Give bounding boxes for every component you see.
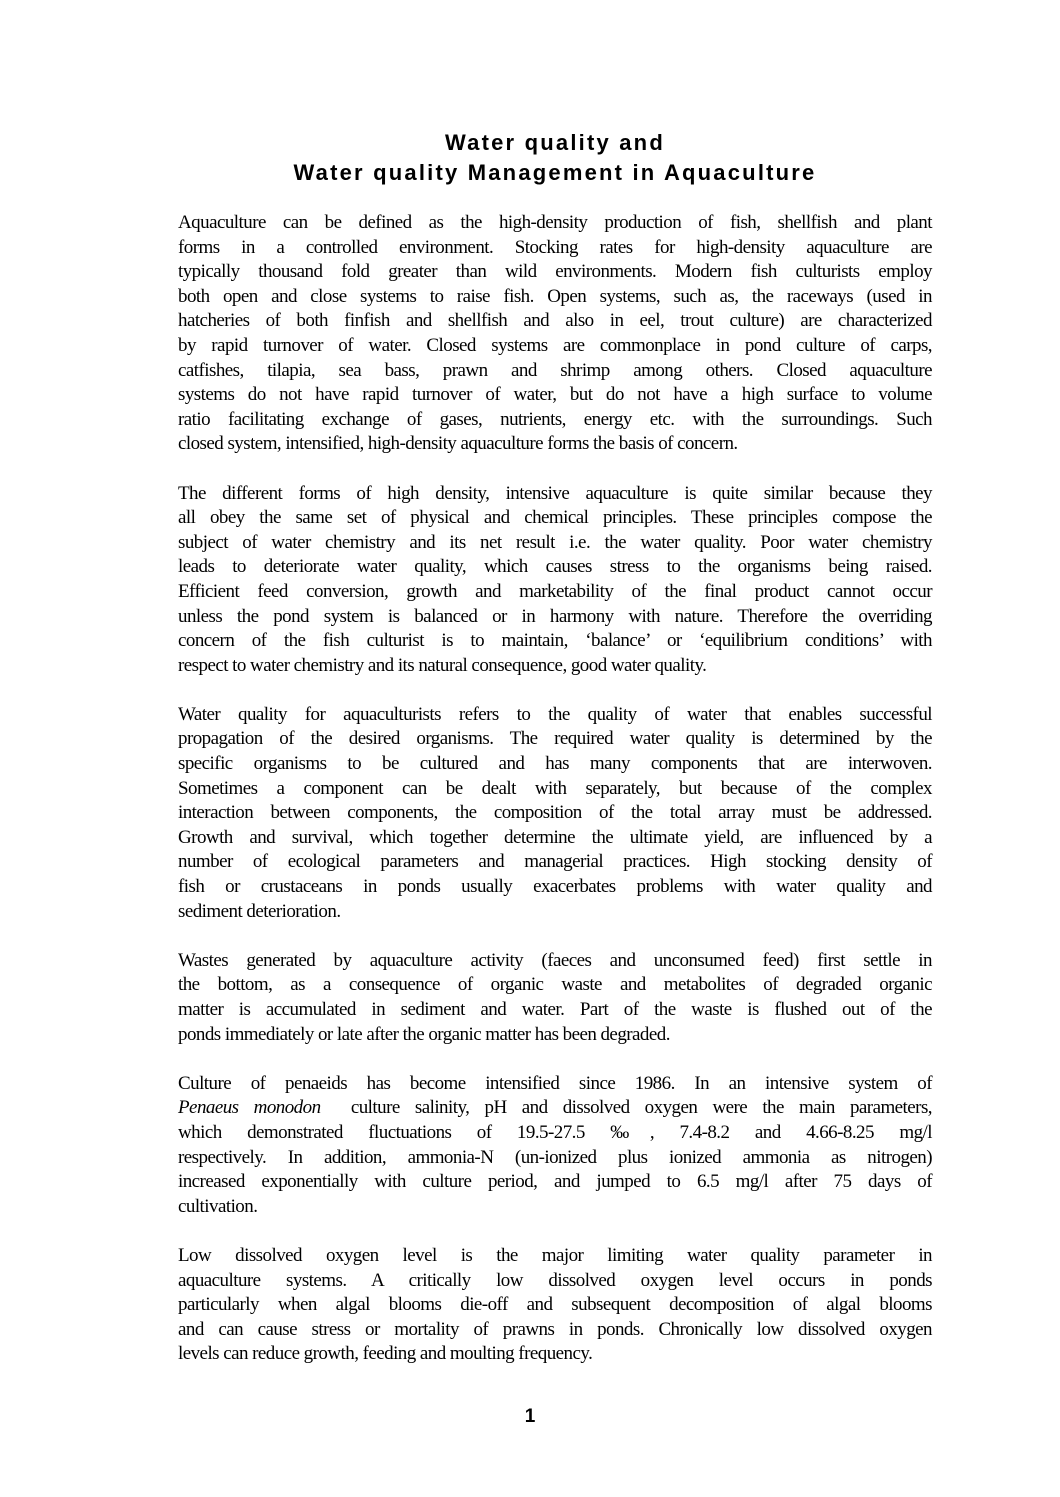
- text-line: ratio facilitating exchange of gases, nutrients, energy etc. with the surroundings. Such: [178, 408, 932, 430]
- text-line: Water quality for aquaculturists refers to the quality of water that enables successful: [178, 703, 932, 725]
- text-line: Wastes generated by aquaculture activity (faeces and unconsumed feed) first settle in: [178, 949, 932, 971]
- text-line: Growth and survival, which together determine the ultimate yield, are influenced by a: [178, 826, 932, 848]
- text-line: Low dissolved oxygen level is the major limiting water quality parameter in: [178, 1244, 932, 1266]
- text-line: systems do not have rapid turnover of water, but do not have a high surface to volume: [178, 384, 932, 406]
- text-line: unless the pond system is balanced or in harmony with nature. Therefore the overriding: [178, 605, 932, 627]
- paragraph-dissolved-oxygen: [178, 1244, 932, 1367]
- text-line: sediment deterioration.: [178, 900, 341, 922]
- paragraph-penaeids-culture: [178, 1072, 932, 1220]
- text-line: Aquaculture can be defined as the high-density production of fish, shellfish and plant: [178, 212, 932, 233]
- text-line: Culture of penaeids has become intensified since 1986. In an intensive system of: [178, 1072, 932, 1094]
- text-line: respect to water chemistry and its natural consequence, good water quality.: [178, 654, 707, 676]
- text-line: levels can reduce growth, feeding and moulting frequency.: [178, 1343, 593, 1365]
- text-line: fish or crustaceans in ponds usually exacerbates problems with water quality and: [178, 876, 932, 898]
- text-line: all obey the same set of physical and chemical principles. These principles compose the: [178, 507, 932, 529]
- text-line: matter is accumulated in sediment and water. Part of the waste is flushed out of the: [178, 999, 932, 1020]
- text-line: forms in a controlled environment. Stocking rates for high-density aquaculture are: [178, 236, 932, 258]
- text-line: Efficient feed conversion, growth and marketability of the final product cannot occur: [178, 580, 932, 602]
- text-line: catfishes, tilapia, sea bass, prawn and shrimp among others. Closed aquaculture: [178, 359, 932, 381]
- text-line: number of ecological parameters and managerial practices. High stocking density of: [178, 851, 932, 873]
- paragraph-wastes: [178, 949, 932, 1047]
- text-line: hatcheries of both finfish and shellfish and also in eel, trout culture) are characterized: [178, 310, 932, 332]
- text-line: both open and close systems to raise fish. Open systems, such as, the raceways (used in: [178, 285, 932, 307]
- page-number: 1: [524, 1406, 536, 1427]
- text-line: particularly when algal blooms die-off and subsequent decomposition of algal blooms: [178, 1294, 932, 1316]
- text-line: leads to deteriorate water quality, which causes stress to the organisms being raised.: [178, 556, 932, 578]
- text-line: increased exponentially with culture period, and jumped to 6.5 mg/l after 75 days of: [178, 1171, 932, 1193]
- text-line: concern of the fish culturist is to maintain, ‘balance’ or ‘equilibrium conditions’ with: [178, 630, 932, 652]
- document-body: [178, 211, 932, 1392]
- text-line: cultivation.: [178, 1195, 258, 1217]
- document-title: [178, 128, 932, 188]
- text-line: ponds immediately or late after the organic matter has been degraded.: [178, 1023, 670, 1045]
- text-line-rest: culture salinity, pH and dissolved oxygen were the main parameters,: [350, 1097, 932, 1119]
- species-name-italic: Penaeus monodon: [178, 1097, 321, 1119]
- text-line: specific organisms to be cultured and has many components that are interwoven.: [178, 753, 932, 775]
- text-line: Sometimes a component can be dealt with separately, but because of the complex: [178, 777, 932, 799]
- paragraph-water-chemistry: [178, 482, 932, 679]
- text-line: interaction between components, the composition of the total array must be addressed.: [178, 802, 932, 824]
- paragraph-water-quality-definition: [178, 703, 932, 924]
- text-line: propagation of the desired organisms. The required water quality is determined by the: [178, 728, 932, 750]
- text-line: respectively. In addition, ammonia-N (un-ionized plus ionized ammonia as nitrogen): [178, 1146, 932, 1168]
- title-line-1: Water quality and: [445, 130, 665, 155]
- title-line-2: Water quality Management in Aquaculture: [293, 160, 817, 185]
- text-line: subject of water chemistry and its net result i.e. the water quality. Poor water chemistry: [178, 531, 932, 553]
- text-line: closed system, intensified, high-density aquaculture forms the basis of concern.: [178, 433, 738, 455]
- text-line: aquaculture systems. A critically low dissolved oxygen level occurs in ponds: [178, 1269, 932, 1291]
- text-line: The different forms of high density, intensive aquaculture is quite similar because they: [178, 482, 932, 504]
- text-line: which demonstrated fluctuations of 19.5-27.5 ‰, 7.4-8.2 and 4.66-8.25 mg/l: [178, 1121, 932, 1143]
- text-line: typically thousand fold greater than wild environments. Modern fish culturists employ: [178, 261, 932, 283]
- paragraph-aquaculture-definition: [178, 211, 932, 457]
- text-line-species: [178, 1096, 932, 1121]
- text-line: by rapid turnover of water. Closed systems are commonplace in pond culture of carps,: [178, 334, 932, 356]
- text-line: the bottom, as a consequence of organic waste and metabolites of degraded organic: [178, 974, 932, 996]
- text-line: and can cause stress or mortality of prawns in ponds. Chronically low dissolved oxygen: [178, 1318, 932, 1340]
